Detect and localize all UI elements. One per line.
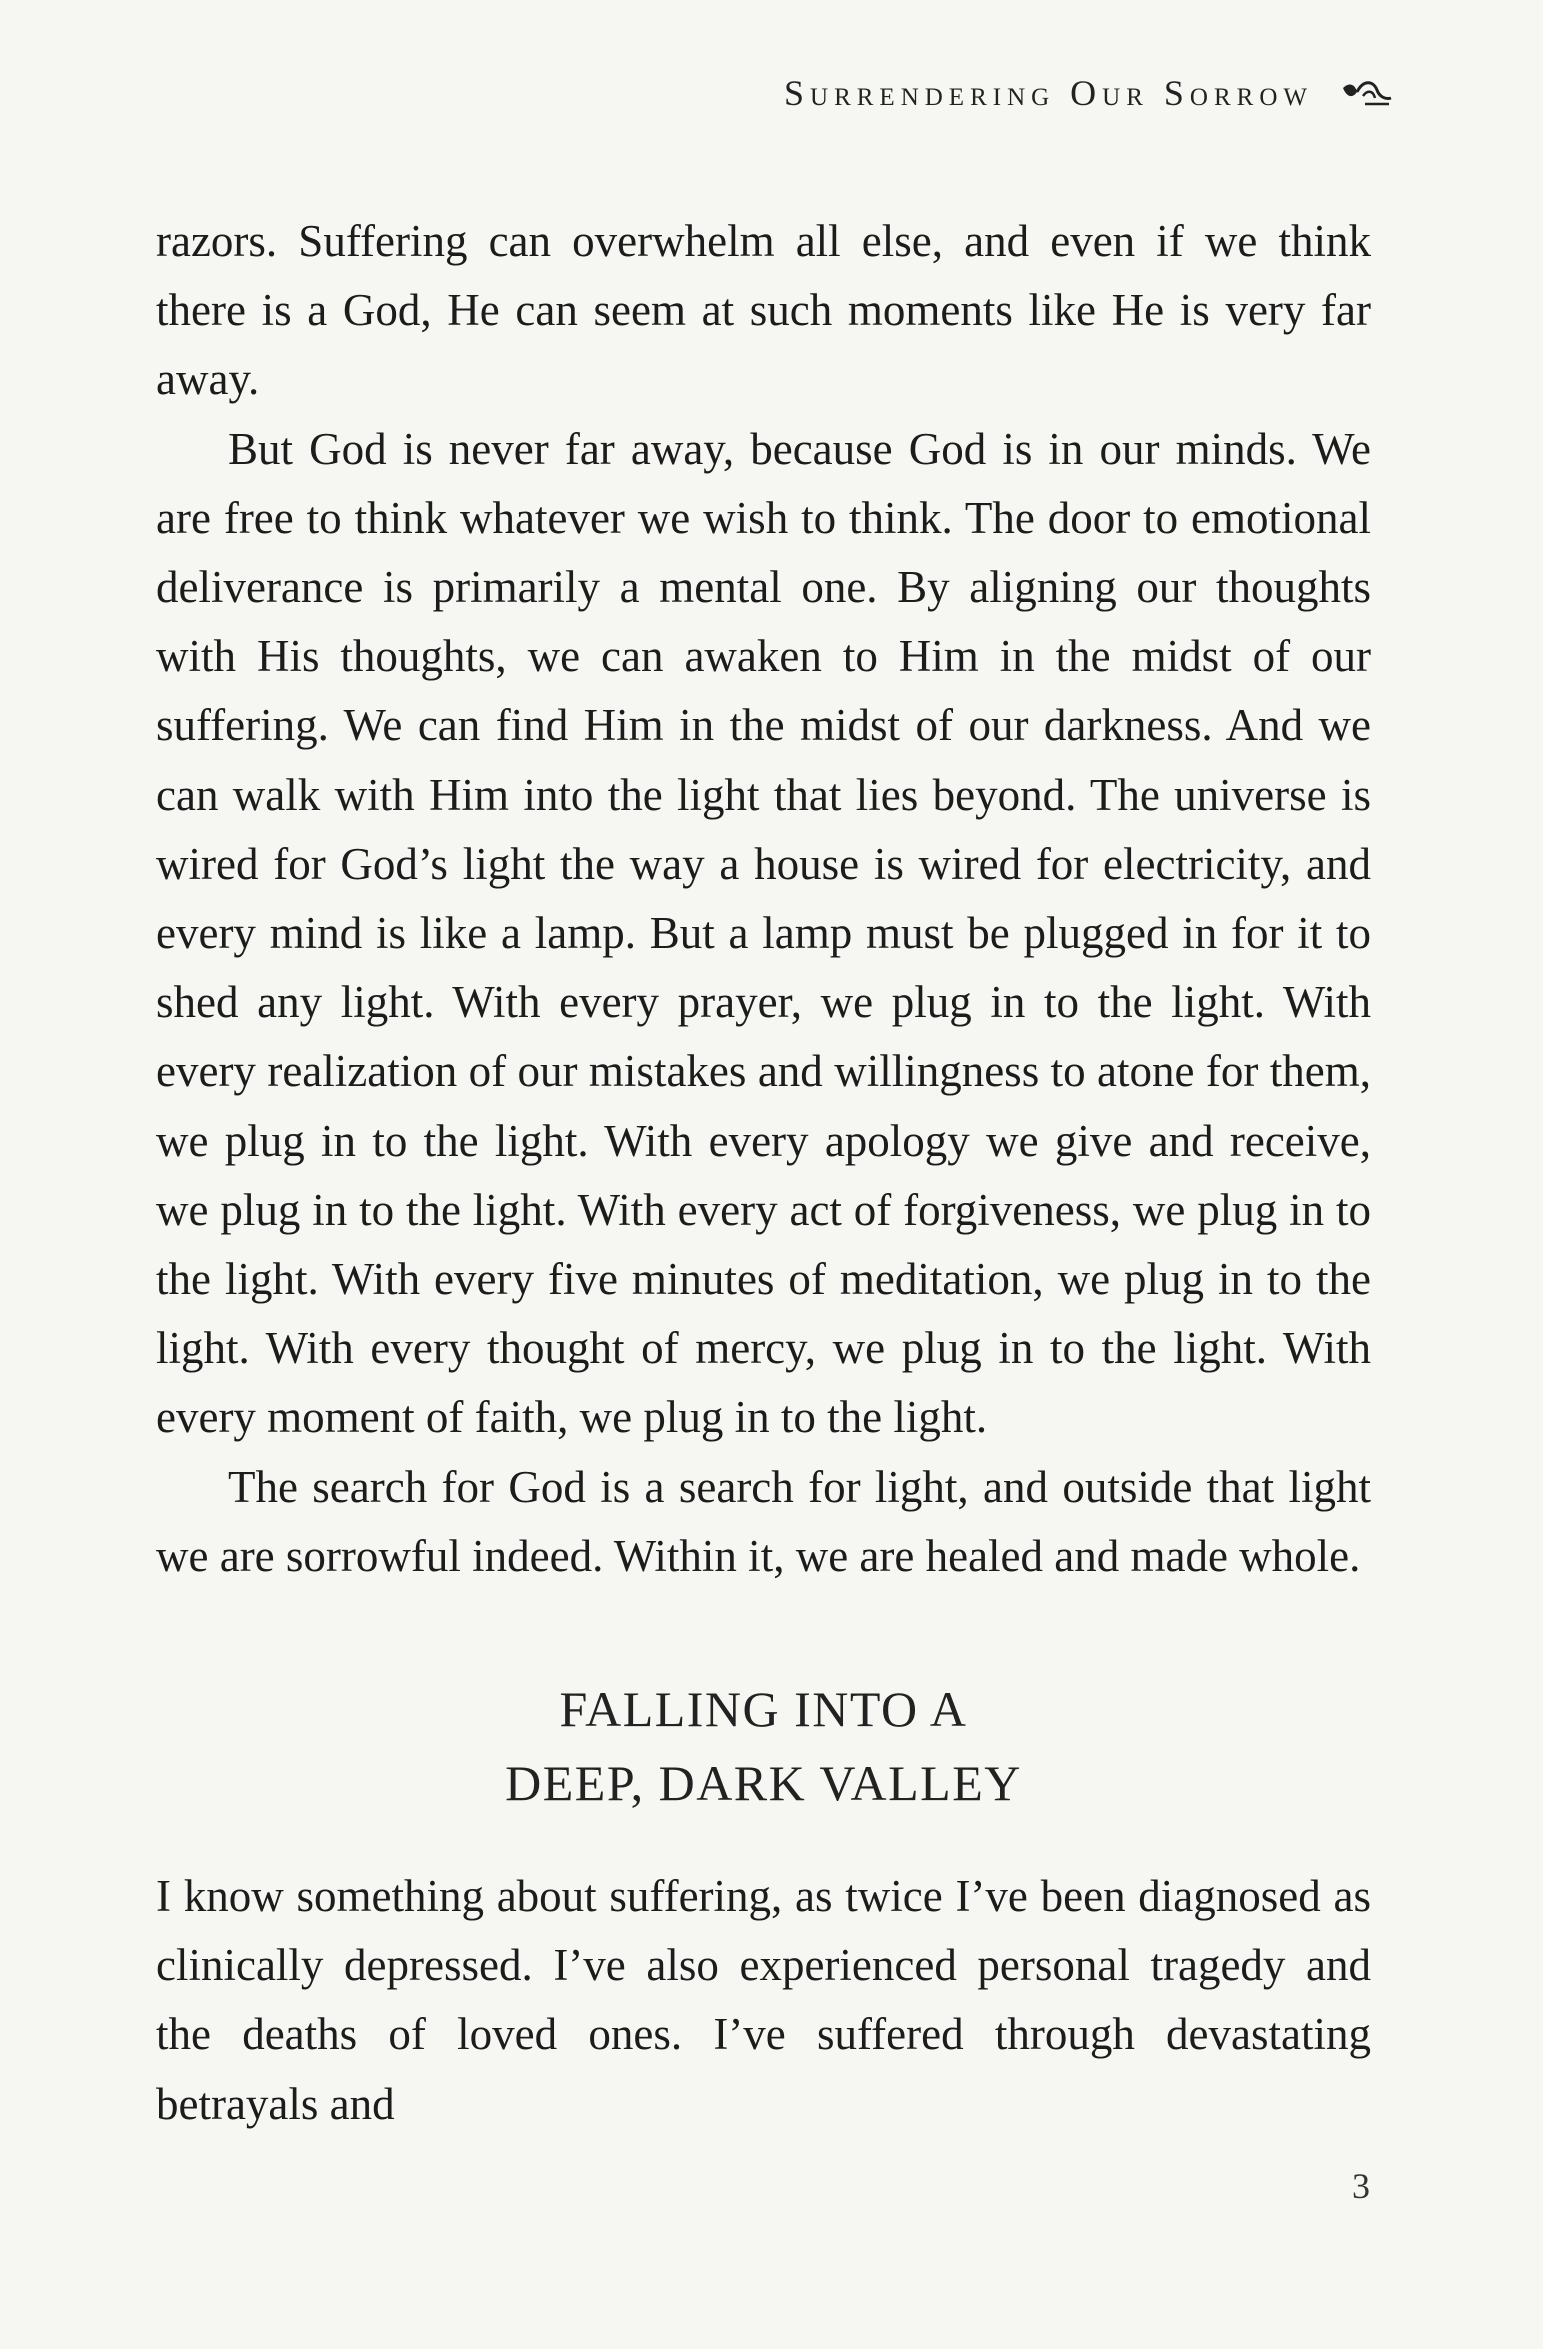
leaf-ornament-icon	[1339, 76, 1393, 110]
body-text-section-2	[156, 1862, 1371, 2139]
paragraph: The search for God is a search for light, and outside that light we are sorrowful indeed. Within it, we are healed and made whole.	[156, 1461, 1371, 1581]
section-heading-line-2: DEEP, DARK VALLEY	[505, 1755, 1022, 1811]
section-heading	[156, 1672, 1371, 1820]
paragraph: But God is never far away, because God is in our minds. We are free to think whatever we wish to think. The door to emotional deliverance is primarily a mental one. By aligning our thoughts with His thoughts, we can awaken to Him in the midst of our suffering. We can find Him in the midst of our darkness. And we can walk with Him into the light that lies beyond. The universe is wired for God’s light the way a house is wired for electricity, and every mind is like a lamp. But a lamp must be plugged in for it to shed any light. With every prayer, we plug in to the light. With every realization of our mistakes and willingness to atone for them, we plug in to the light. With every apology we give and receive, we plug in to the light. With every act of forgiveness, we plug in to the light. With every five minutes of meditation, we plug in to the light. With every thought of mercy, we plug in to the light. With every moment of faith, we plug in to the light.	[156, 423, 1371, 1443]
running-head-title: Surrendering Our Sorrow	[784, 73, 1313, 113]
section-heading-line-1: FALLING INTO A	[559, 1681, 968, 1737]
paragraph-continuation: razors. Suffering can overwhelm all else, and even if we think there is a God, He can seem at such moments like He is very far away.	[156, 216, 1371, 405]
page-number: 3	[1352, 2166, 1370, 2206]
body-text-section-1	[156, 207, 1371, 1591]
running-head	[784, 72, 1393, 114]
paragraph: I know something about suffering, as twice I’ve been diagnosed as clinically depressed. I’ve also experienced personal tragedy and the deaths of loved ones. I’ve suffered through devastating betrayals and	[156, 1871, 1371, 2129]
